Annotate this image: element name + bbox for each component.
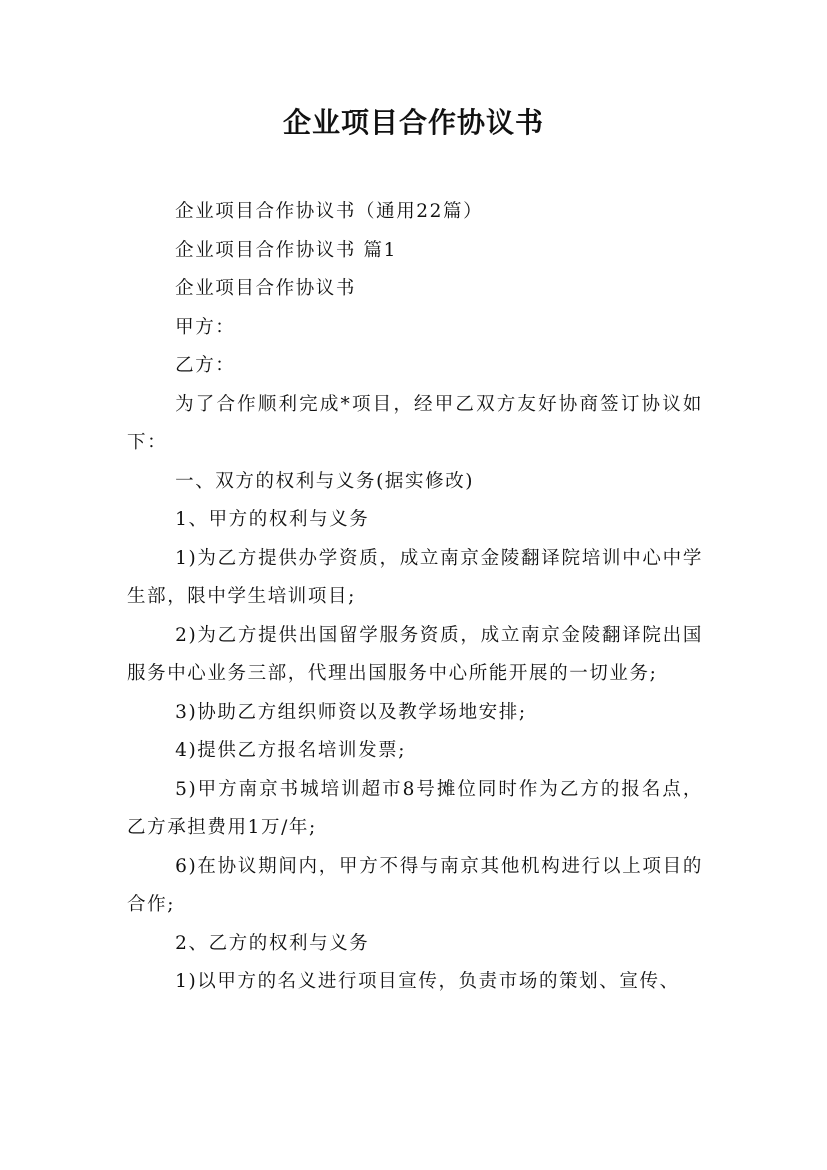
paragraph: 1)为乙方提供办学资质，成立南京金陵翻译院培训中心中学生部，限中学生培训项目; bbox=[127, 547, 703, 607]
paragraph: 一、双方的权利与义务(据实修改) bbox=[175, 470, 475, 492]
paragraph: 乙方： bbox=[175, 355, 236, 376]
paragraph: 6)在协议期间内，甲方不得与南京其他机构进行以上项目的合作; bbox=[127, 855, 703, 915]
paragraph: 5)甲方南京书城培训超市8号摊位同时作为乙方的报名点，乙方承担费用1万/年; bbox=[127, 778, 703, 838]
paragraph: 1、甲方的权利与义务 bbox=[175, 509, 370, 530]
document-body bbox=[127, 193, 703, 1002]
paragraph: 3)协助乙方组织师资以及教学场地安排; bbox=[175, 701, 527, 723]
paragraph: 1)以甲方的名义进行项目宣传，负责市场的策划、宣传、 bbox=[175, 971, 680, 992]
paragraph: 为了合作顺利完成*项目，经甲乙双方友好协商签订协议如下： bbox=[127, 393, 703, 453]
paragraph: 2、乙方的权利与义务 bbox=[175, 932, 370, 954]
paragraph: 企业项目合作协议书 bbox=[175, 278, 356, 299]
paragraph: 2)为乙方提供出国留学服务资质，成立南京金陵翻译院出国服务中心业务三部，代理出国服务中心所能开展的一切业务; bbox=[127, 624, 703, 684]
paragraph: 4)提供乙方报名培训发票; bbox=[175, 740, 407, 761]
paragraph: 甲方： bbox=[175, 316, 236, 338]
paragraph: 企业项目合作协议书（通用22篇） bbox=[175, 201, 484, 222]
paragraph: 企业项目合作协议书 篇1 bbox=[175, 239, 397, 261]
document-title: 企业项目合作协议书 bbox=[282, 106, 544, 139]
